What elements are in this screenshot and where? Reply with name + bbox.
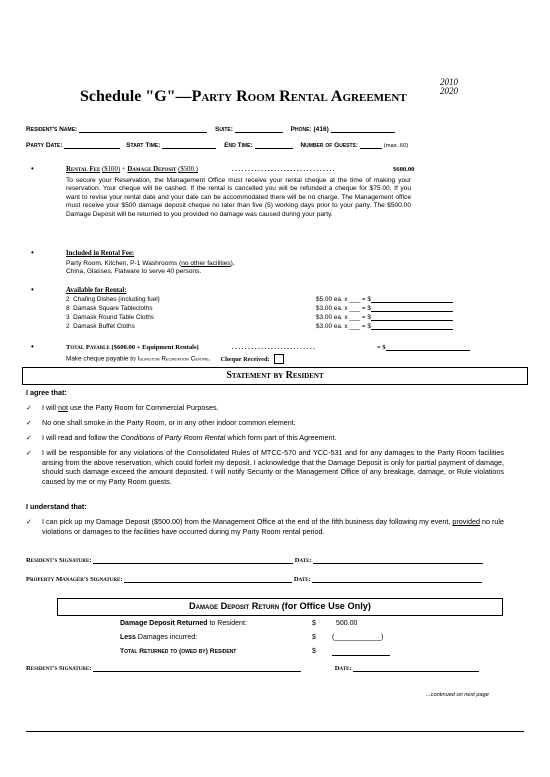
item-name: Damask Square Tablecloths (73, 305, 153, 312)
year-stamp (436, 76, 462, 104)
suite-field[interactable] (235, 125, 283, 133)
ddr-r2b: Damages incurred: (135, 634, 198, 641)
guests-label: Number of Guests: (300, 142, 359, 149)
item-total-field[interactable] (371, 323, 453, 330)
agree-3a: I will read and follow the (42, 433, 121, 442)
date-label: Date: (293, 576, 311, 583)
ddr-r2-val[interactable]: (____________) (332, 634, 384, 641)
resident-name-label: Resident's Name: (26, 126, 78, 133)
phone-field[interactable] (331, 125, 395, 133)
agree-3i: Conditions of Party Room Rental (120, 433, 226, 442)
ddr-r1-cur: $ (312, 620, 316, 627)
list-item-price (316, 296, 453, 303)
end-time-field[interactable] (255, 141, 293, 149)
page-title (80, 88, 407, 106)
check-icon: ✓ (26, 403, 33, 412)
bullet-icon: • (31, 342, 34, 351)
ddr-row-1 (120, 620, 247, 627)
footer-divider (26, 731, 524, 732)
included-line1a: Party Room, Kitchen, P-1 Washrooms ( (66, 260, 182, 267)
rental-total: $600.00 (393, 166, 415, 173)
included-line1c: ), (230, 260, 235, 267)
rental-fee-amount: ($100) (102, 166, 121, 173)
ddr-signature-row (26, 664, 479, 672)
title-prefix: Schedule "G"— (80, 88, 192, 105)
resident-signature-row (26, 556, 483, 564)
item-price: $3.00 ea. x ___ = $ (316, 314, 371, 321)
available-heading: Available for Rental: (66, 287, 127, 294)
rental-terms-paragraph: To secure your Reservation, the Management Office must receive your rental cheque at the time of making your reservation. Your cheque will be cashed. If the rental is cancelled you will be refunded a cheque for $75.00. If you want to revise your rental date and your date can be accommodated there will be no charge. The Management office must receive your $500 damage deposit cheque no later than five (5) working days prior to your party. The $500.00 Damage Deposit will be returned to you provided no damage was caused during your party. (66, 177, 411, 218)
agree-1a: I will (42, 403, 58, 412)
item-total-field[interactable] (371, 296, 453, 303)
total-payable-a: Total Payable (66, 344, 110, 351)
ddr-total-field[interactable] (332, 648, 390, 656)
item-total-field[interactable] (371, 305, 453, 312)
statement-heading-box (22, 367, 528, 385)
item-name: Damask Round Table Cloths (73, 314, 154, 321)
stamp-bottom: 2020 (440, 86, 458, 96)
end-time-label: End Time: (224, 142, 253, 149)
agree-heading: I agree that: (26, 388, 67, 397)
ddr-r1a: Damage Deposit Returned (120, 620, 208, 627)
resident-signature-label: Resident's Signature: (26, 665, 92, 672)
resident-info-row (26, 125, 395, 133)
ddr-heading-box (57, 598, 503, 616)
ddr-signature-field[interactable] (93, 664, 301, 672)
date-label: Date: (334, 665, 352, 672)
ddr-row-2 (120, 634, 197, 641)
party-info-row (26, 141, 408, 149)
dot-leader: .......................... (232, 344, 317, 351)
cheque-received-checkbox[interactable] (274, 354, 284, 364)
item-total-field[interactable] (371, 314, 453, 321)
ddr-heading-a: Damage Deposit Return (189, 601, 280, 611)
plus-sign: + (121, 166, 126, 173)
manager-signature-field[interactable] (124, 575, 292, 583)
list-item-price (316, 323, 453, 330)
included-line1b: no other facilities (181, 260, 231, 267)
bullet-icon: • (31, 285, 34, 294)
item-qty: 8 (66, 305, 70, 312)
understand-a: I can pick up my Damage Deposit ($500.00) from the Management Office at the end of the fifth business day following my event, (42, 517, 453, 526)
item-qty: 2 (66, 296, 70, 303)
ddr-r1-val: 500.00 (336, 620, 358, 627)
phone-label: Phone: (416) (290, 126, 329, 133)
list-item-price (316, 314, 453, 321)
rental-fee-label: Rental Fee (66, 166, 101, 173)
date-label: Date: (294, 557, 312, 564)
item-price: $3.00 ea. x ___ = $ (316, 323, 371, 330)
agree-item-1 (42, 403, 504, 413)
included-text (66, 260, 411, 277)
total-payable-label (66, 344, 199, 351)
start-time-field[interactable] (162, 141, 216, 149)
understand-u: provided (452, 517, 480, 526)
bullet-icon: • (31, 164, 34, 173)
bullet-icon: • (31, 248, 34, 257)
check-icon: ✓ (26, 418, 33, 427)
total-eq: = $ (377, 344, 386, 351)
agree-1b: use the Party Room for Commercial Purposes. (67, 403, 219, 412)
list-item (66, 296, 160, 303)
cheque-payable-note (66, 354, 284, 364)
resident-signature-field[interactable] (93, 556, 293, 564)
understand-heading: I understand that: (26, 502, 87, 511)
item-name: Damask Buffet Cloths (73, 323, 135, 330)
agree-item-2: No one shall smoke in the Party Room, or in any other indoor common element. (42, 418, 296, 427)
ddr-r2a: Less (120, 634, 136, 641)
item-price: $5.00 ea. x ___ = $ (316, 296, 371, 303)
item-qty: 2 (66, 323, 70, 330)
agree-item-4: I will be responsible for any violations of the Consolidated Rules of MTCC-570 and YCC-531 and for any damages to the Party Room facilities arising from the above reservation, which could forfeit my deposit. I acknowledge that the Damage Deposit is only for partial payment of damage, should such damage exceed the amount deposited. I will notify Security or the Management Office of any breakage, damage, or Rule violations caused by me or my Party Room guests. (42, 448, 504, 486)
cheque-c: . (208, 355, 211, 363)
cheque-b: Islington Recreation Centre (137, 355, 209, 363)
item-name: Chafing Dishes (including fuel) (73, 296, 160, 303)
list-item (66, 305, 153, 312)
agree-item-3 (42, 433, 504, 443)
damage-deposit-amount: ($500.) (178, 166, 198, 173)
list-item (66, 314, 154, 321)
continued-note: ...continued on next page (426, 692, 489, 698)
date-field[interactable] (313, 556, 483, 564)
suite-label: Suite: (214, 126, 233, 133)
start-time-label: Start Time: (126, 142, 161, 149)
damage-deposit-label: Damage Deposit (127, 166, 177, 173)
ddr-date-field[interactable] (353, 664, 479, 672)
included-heading: Included in Rental Fee: (66, 250, 135, 257)
understand-b: no rule violations or damages to the facilities have occurred during my Party Room rental period. (42, 517, 504, 536)
ddr-heading (58, 601, 502, 611)
dot-leader: ................................ (232, 166, 336, 173)
ddr-r3-cur: $ (312, 648, 316, 655)
included-line2: China, Glasses, Flatware to serve 40 persons. (66, 268, 202, 276)
agree-1u: not (57, 403, 68, 412)
cheque-received-label: Cheque Received: (220, 355, 270, 363)
guests-field[interactable] (360, 141, 382, 149)
check-icon: ✓ (26, 433, 33, 442)
party-date-field[interactable] (64, 141, 120, 149)
total-payable-eq (377, 344, 470, 351)
title-main: Party Room Rental Agreement (191, 88, 407, 105)
resident-name-field[interactable] (79, 125, 207, 133)
party-date-label: Party Date: (26, 142, 63, 149)
rental-fee-heading (66, 166, 198, 173)
ddr-row-3: Total Returned to (owed by) Resident (120, 648, 237, 655)
total-payable-field[interactable] (386, 344, 470, 351)
item-qty: 3 (66, 314, 70, 321)
date-field[interactable] (312, 575, 482, 583)
list-item-price (316, 305, 453, 312)
agree-3b: which form part of this Agreement. (225, 433, 337, 442)
check-icon: ✓ (26, 448, 33, 457)
cheque-a: Make cheque payable to (66, 355, 138, 363)
ddr-heading-b: (for Office Use Only) (279, 601, 371, 611)
stamp-top: 2010 (440, 77, 458, 87)
understand-item (42, 517, 504, 536)
total-payable-b: ($600.00 + Equipment Rentals) (109, 344, 199, 351)
statement-heading: Statement by Resident (226, 370, 324, 381)
check-icon: ✓ (26, 517, 33, 526)
manager-signature-row (26, 575, 482, 583)
item-price: $3.00 ea. x ___ = $ (316, 305, 371, 312)
ddr-r2-cur: $ (312, 634, 316, 641)
resident-signature-label: Resident's Signature: (26, 557, 92, 564)
ddr-r3-field-wrap (332, 648, 390, 656)
manager-signature-label: Property Manager's Signature: (26, 576, 123, 583)
ddr-r1b: to Resident: (207, 620, 247, 627)
guests-max: (max. 60) (383, 143, 409, 149)
list-item (66, 323, 135, 330)
